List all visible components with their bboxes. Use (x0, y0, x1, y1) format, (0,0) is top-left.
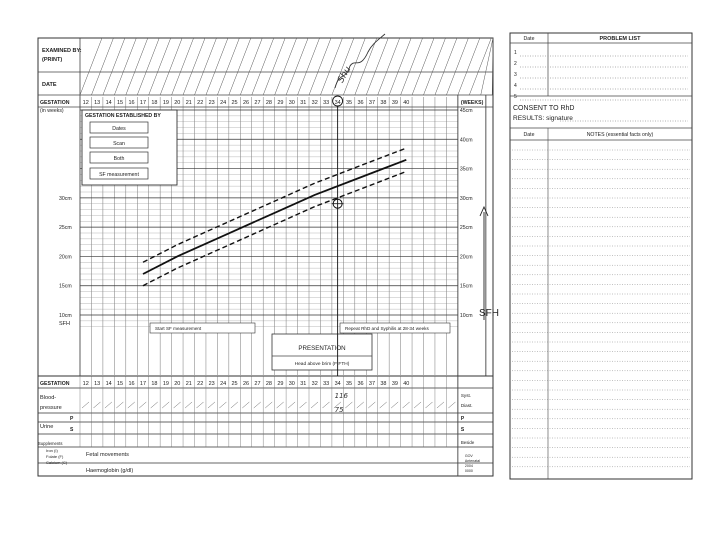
date-label: DATE (42, 82, 57, 88)
week-number: 27 (254, 100, 261, 106)
week-number: 33 (323, 100, 330, 106)
header-hatch (458, 38, 480, 95)
y-tick-label-right: 25cm (459, 225, 473, 232)
fetal-movements-label: Fetal movements (86, 452, 129, 458)
lower-week-number: 39 (391, 381, 398, 387)
urine-label: Urine (40, 424, 54, 430)
lower-week-number: 32 (311, 381, 318, 387)
supplement-item: Iron (I) (46, 448, 58, 453)
week-number: 35 (346, 100, 353, 106)
y-tick-label-right: 30cm (459, 195, 473, 202)
header-hatch (469, 38, 491, 95)
y-tick-label-right: 40cm (459, 137, 473, 144)
bp-slash (380, 402, 387, 408)
week-number: 39 (391, 100, 398, 106)
bp-slash (82, 402, 89, 408)
examined-by-label: EXAMINED BY: (42, 48, 82, 54)
bp-slash (311, 402, 318, 408)
lower-gestation-label: GESTATION (40, 381, 70, 387)
form-code: Antenatal (464, 459, 481, 463)
week-number: 40 (403, 100, 410, 106)
header-hatch (229, 38, 251, 95)
bp-diastolic-value: 75 (334, 406, 344, 414)
week-number: 34 (334, 100, 341, 106)
week-number: 30 (288, 100, 295, 106)
haemoglobin-label: Haemoglobin (g/dl) (86, 468, 134, 474)
week-number: 19 (162, 100, 169, 106)
notes-date-label: Date (523, 132, 535, 138)
week-number: 17 (139, 100, 147, 106)
header-hatch (183, 38, 205, 95)
bp-slash (277, 402, 284, 408)
header-hatch (401, 38, 423, 95)
bp-slash (174, 402, 181, 408)
header-hatch (172, 38, 194, 95)
y-tick-label-right: 35cm (459, 166, 473, 173)
problem-date-label: Date (523, 36, 535, 42)
bp-slash (288, 402, 295, 408)
lower-week-number: 25 (231, 381, 238, 387)
bp-slash (437, 402, 444, 408)
diast-label: Diast. (460, 403, 473, 408)
header-hatch (389, 38, 411, 95)
print-label: (PRINT) (42, 57, 63, 63)
repeat-note: Repeat RhD and Syphilis at 28-34 weeks (345, 326, 429, 331)
bp-slash (265, 402, 272, 408)
header-hatch (366, 38, 388, 95)
y-tick-label-left: 25cm (59, 225, 72, 232)
legend-item: Scan (113, 141, 125, 147)
lower-week-number: 37 (368, 381, 376, 387)
consent-label: CONSENT TO RhD (513, 105, 575, 112)
signature-text: Shu (336, 64, 354, 85)
week-number: 21 (185, 100, 192, 106)
lower-week-number: 35 (346, 381, 353, 387)
week-number: 25 (231, 100, 238, 106)
bp-slash (357, 402, 364, 408)
form-structure (38, 33, 692, 479)
header-hatch (240, 38, 262, 95)
legend-item: Both (113, 156, 125, 162)
lower-week-number: 27 (254, 381, 261, 387)
header-hatch (206, 38, 228, 95)
lower-week-number: 21 (185, 381, 192, 387)
header-hatch (275, 38, 297, 95)
lower-form-frame (38, 376, 493, 476)
header-hatch (309, 38, 331, 95)
bp-slash (448, 402, 455, 408)
lower-week-number: 15 (117, 381, 124, 387)
week-number: 14 (105, 100, 112, 106)
legend-title: GESTATION ESTABLISHED BY (85, 113, 161, 119)
problem-number: 5 (514, 94, 517, 100)
form-code: 0000 (464, 469, 473, 473)
bp-slash (219, 402, 226, 408)
sfh-side-label: SFH (479, 308, 499, 319)
week-number: 12 (82, 100, 89, 106)
y-tick-label-right: 10cm (459, 313, 473, 319)
bp-slash (208, 402, 215, 408)
lower-week-number: 28 (265, 381, 272, 387)
header-hatch (91, 38, 113, 95)
lower-week-number: 22 (197, 381, 204, 387)
header-hatch (424, 38, 446, 95)
lower-week-number: 20 (174, 381, 181, 387)
problem-number: 2 (514, 61, 517, 67)
bp-slash (139, 402, 146, 408)
supplements-label: Supplements (38, 441, 63, 446)
y-tick-label-left: 10cm (59, 313, 72, 319)
bp-slash (242, 402, 249, 408)
sfh-left-label: SFH (59, 321, 70, 327)
header-hatch (378, 38, 400, 95)
week-number: 13 (94, 100, 101, 106)
bp-slash (391, 402, 398, 408)
header-hatch (126, 38, 148, 95)
bp-slash (368, 402, 375, 408)
blood-label: Blood- (40, 395, 57, 401)
lower-week-number: 36 (357, 381, 364, 387)
header-hatch (160, 38, 182, 95)
header-hatch (252, 38, 274, 95)
week-number: 37 (368, 100, 376, 106)
y-tick-label-right: 45cm (459, 108, 473, 114)
bp-slash (345, 402, 352, 408)
bp-slash (185, 402, 192, 408)
lower-week-number: 14 (105, 381, 112, 387)
syst-label: Syst. (460, 393, 472, 398)
header-hatch (286, 38, 308, 95)
header-hatch (195, 38, 217, 95)
lower-week-number: 12 (82, 381, 89, 387)
header-hatch (114, 38, 136, 95)
y-tick-label-left: 15cm (59, 283, 72, 290)
bp-systolic-value: 116 (334, 392, 348, 400)
bp-slash (300, 402, 307, 408)
gestation-label: GESTATION (40, 100, 70, 106)
y-tick-label-right: 15cm (459, 283, 473, 290)
week-number: 29 (277, 100, 284, 106)
lower-week-number: 16 (128, 381, 135, 387)
bp-slash (116, 402, 123, 408)
lower-week-number: 30 (288, 381, 295, 387)
bp-slash (231, 402, 238, 408)
in-weeks-label: (in weeks) (40, 108, 64, 114)
y-tick-label-left: 20cm (59, 254, 72, 261)
legend-item: SF measurement (99, 172, 139, 178)
bp-slash (151, 402, 158, 408)
urine-s-label: S (70, 427, 74, 433)
bp-slash (426, 402, 433, 408)
urine-p-label: P (70, 416, 74, 422)
week-number: 28 (265, 100, 272, 106)
beside-label: Beside (460, 440, 475, 445)
week-number: 38 (380, 100, 387, 106)
problem-number: 1 (514, 50, 517, 56)
bp-slash (403, 402, 410, 408)
lower-week-number: 33 (323, 381, 330, 387)
header-hatch (80, 38, 102, 95)
y-tick-label-left: 30cm (59, 195, 72, 202)
header-hatch (137, 38, 159, 95)
bp-slash (93, 402, 100, 408)
header-hatch (149, 38, 171, 95)
week-number: 26 (242, 100, 250, 106)
header-hatch (446, 38, 468, 95)
header-hatch (103, 38, 125, 95)
lower-week-number: 38 (380, 381, 387, 387)
form-code: 2004 (464, 464, 473, 468)
lower-week-number: 34 (334, 381, 341, 387)
bp-slash (414, 402, 421, 408)
lower-week-number: 40 (403, 381, 410, 387)
header-hatch (435, 38, 457, 95)
lower-week-number: 17 (139, 381, 147, 387)
form-text (38, 36, 654, 474)
bp-slash (197, 402, 204, 408)
lower-week-number: 31 (300, 381, 307, 387)
legend-item: Dates (112, 126, 126, 132)
lower-week-number: 18 (151, 381, 158, 387)
lower-week-number: 13 (94, 381, 101, 387)
week-number: 20 (174, 100, 181, 106)
lower-week-number: 26 (242, 381, 250, 387)
header-hatch (355, 38, 377, 95)
week-number: 22 (197, 100, 204, 106)
week-number: 31 (300, 100, 307, 106)
lower-week-number: 29 (277, 381, 284, 387)
notes-title: NOTES (essential facts only) (586, 132, 654, 138)
week-number: 23 (208, 100, 215, 106)
presentation-sub: Head above brim (FIFTH) (294, 362, 350, 367)
lower-week-number: 23 (208, 381, 215, 387)
urine-p-right: P (460, 416, 465, 422)
presentation-label: PRESENTATION (298, 345, 346, 352)
bp-slash (162, 402, 169, 408)
start-note: Start SF measurement (155, 326, 202, 331)
form-code: GOV (464, 454, 473, 458)
problem-number: 4 (514, 83, 517, 89)
header-hatch (481, 38, 493, 95)
bp-slash (105, 402, 112, 408)
y-tick-label-right: 20cm (459, 254, 473, 261)
supplement-item: Calcium (C) (46, 460, 68, 465)
problem-number: 3 (514, 72, 517, 78)
header-hatch (263, 38, 285, 95)
week-number: 16 (128, 100, 135, 106)
bp-slash (322, 402, 329, 408)
lower-week-number: 24 (220, 381, 227, 387)
results-label: RESULTS: signature (513, 115, 573, 122)
header-hatch (217, 38, 239, 95)
header-hatch (298, 38, 320, 95)
header-hatch (412, 38, 434, 95)
bp-slash (254, 402, 261, 408)
weeks-arrow-label: (WEEKS) (460, 100, 484, 106)
week-number: 24 (220, 100, 227, 106)
week-number: 18 (151, 100, 158, 106)
lower-week-number: 19 (162, 381, 169, 387)
urine-s-right: S (460, 427, 465, 433)
supplement-item: Folate (F) (46, 454, 64, 459)
pressure-label: pressure (40, 405, 62, 411)
week-number: 15 (117, 100, 124, 106)
bp-slash (128, 402, 135, 408)
week-number: 36 (357, 100, 364, 106)
header-hatch (320, 38, 342, 95)
week-number: 32 (311, 100, 318, 106)
problem-list-title: PROBLEM LIST (599, 36, 641, 42)
